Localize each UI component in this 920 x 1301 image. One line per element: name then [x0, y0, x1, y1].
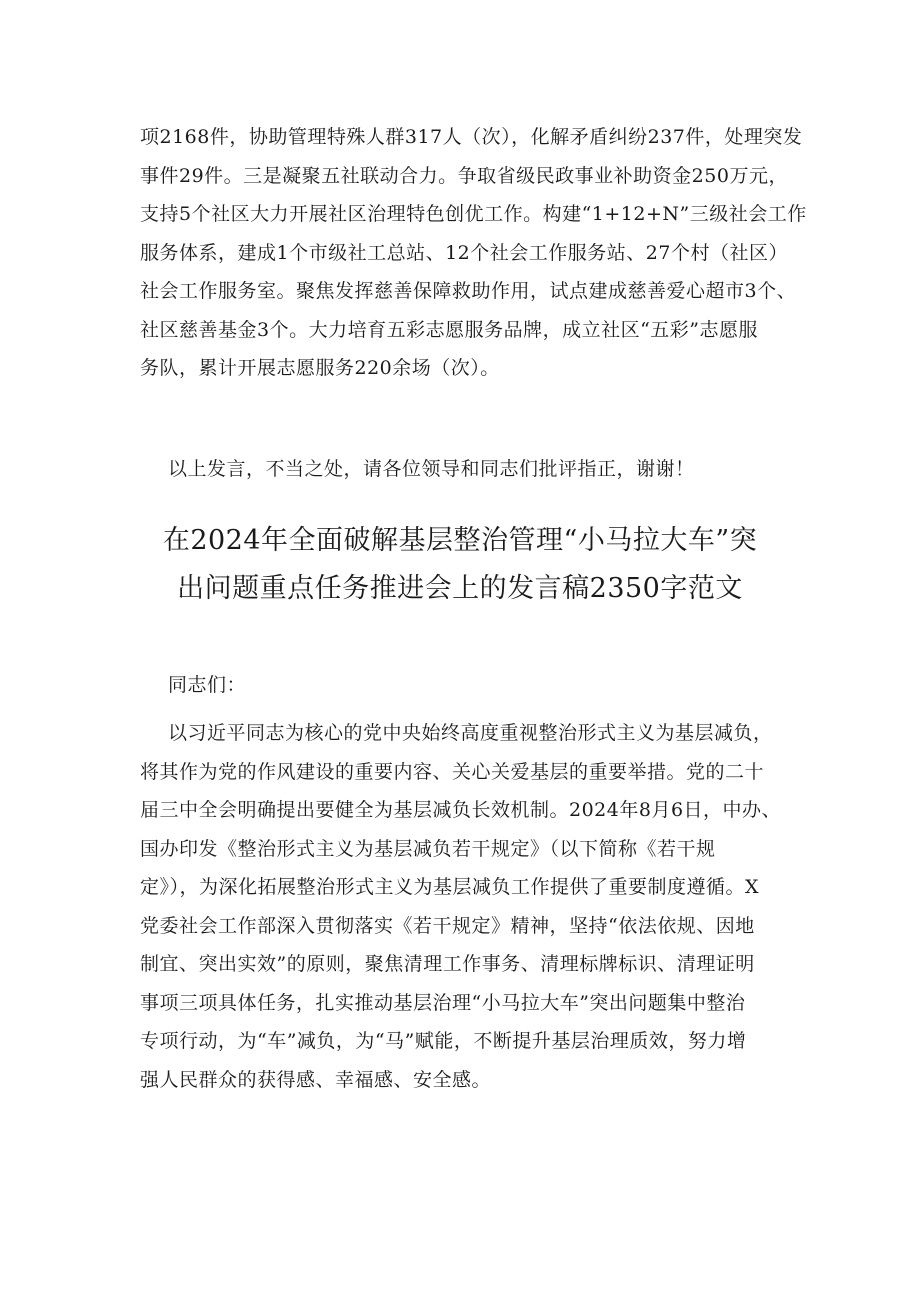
paragraph-line: 国办印发《整治形式主义为基层减负若干规定》（以下简称《若干规 [140, 837, 716, 860]
paragraph-line: 社区慈善基金3个。大力培育五彩志愿服务品牌，成立社区“五彩”志愿服 [140, 318, 759, 341]
paragraph-line: 事项三项具体任务，扎实推动基层治理“小马拉大车”突出问题集中整治 [140, 991, 746, 1014]
document-title [120, 517, 800, 613]
paragraph-line: 专项行动，为“车”减负，为“马”赋能，不断提升基层治理质效，努力增 [140, 1030, 747, 1052]
closing-line: 以上发言，不当之处，请各位领导和同志们批评指正，谢谢！ [168, 458, 695, 480]
body-paragraph [140, 714, 800, 1099]
paragraph-line: 事件29件。三是凝聚五社联动合力。争取省级民政事业补助资金250万元， [140, 164, 788, 187]
paragraph-line: 务队，累计开展志愿服务220余场（次）。 [140, 357, 500, 379]
paragraph-line: 以习近平同志为核心的党中央始终高度重视整治形式主义为基层减负， [168, 722, 773, 744]
paragraph-line: 服务体系，建成1个市级社工总站、12个社会工作服务站、27个村（社区） [140, 241, 788, 264]
paragraph-line: 党委社会工作部深入贯彻落实《若干规定》精神，坚持“依法依规、因地 [140, 914, 755, 937]
paragraph-line: 项2168件，协助管理特殊人群317人（次），化解矛盾纠纷237件，处理突发 [140, 126, 803, 148]
continued-paragraph [140, 118, 807, 388]
salutation-line: 同志们： [168, 674, 247, 696]
paragraph-line: 将其作为党的作风建设的重要内容、关心关爱基层的重要举措。党的二十 [140, 760, 765, 783]
title-line: 出问题重点任务推进会上的发言稿2350字范文 [177, 573, 743, 604]
salutation [168, 666, 808, 705]
closing-remark [168, 450, 808, 489]
paragraph-line: 社会工作服务室。聚焦发挥慈善保障救助作用，试点建成慈善爱心超市3个、 [140, 280, 797, 302]
paragraph-line: 制宜、突出实效”的原则，聚焦清理工作事务、清理标牌标识、清理证明 [140, 953, 755, 975]
title-line: 在2024年全面破解基层整治管理“小马拉大车”突 [162, 525, 758, 556]
paragraph-line: 定》），为深化拓展整治形式主义为基层减负工作提供了重要制度遵循。X [140, 876, 760, 898]
paragraph-line: 支持5个社区大力开展社区治理特色创优工作。构建“1+12+N”三级社会工作 [140, 203, 807, 225]
paragraph-line: 届三中全会明确提出要健全为基层减负长效机制。2024年8月6日，中办、 [140, 799, 782, 821]
paragraph-line: 强人民群众的获得感、幸福感、安全感。 [140, 1068, 492, 1091]
